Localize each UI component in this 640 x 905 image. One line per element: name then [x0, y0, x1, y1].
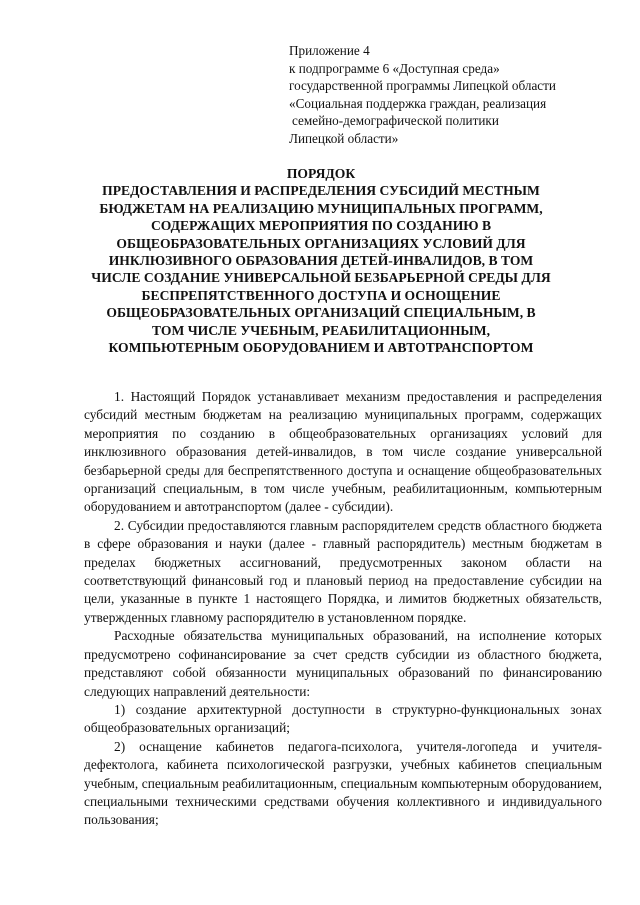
body-paragraph: 2) оснащение кабинетов педагога-психолога, учителя-логопеда и учителя-дефектолога, кабинета психологической разгрузки, учебных кабинетов специальным учебным, специальным реабилитационным, специальным компьютерным оборудованием, специальными техническими средствами обучения коллективного и индивидуального пользования; [84, 738, 602, 828]
document-title [72, 165, 570, 356]
title-line: СОДЕРЖАЩИХ МЕРОПРИЯТИЯ ПО СОЗДАНИЮ В [150, 218, 492, 234]
annex-line: государственной программы Липецкой области [289, 78, 556, 94]
title-line: ОБЩЕОБРАЗОВАТЕЛЬНЫХ ОРГАНИЗАЦИЙ СПЕЦИАЛЬНЫМ, В [106, 305, 536, 321]
title-line: ПОРЯДОК [286, 166, 356, 181]
annex-header [289, 42, 609, 148]
title-line: БЮДЖЕТАМ НА РЕАЛИЗАЦИЮ МУНИЦИПАЛЬНЫХ ПРОГРАММ, [99, 200, 543, 216]
body-paragraph: 2. Субсидии предоставляются главным распорядителем средств областного бюджета в сфере образования и науки (далее - главный распорядитель) местным бюджетам в пределах бюджетных ассигнований, предусмотренных законом области на соответствующий финансовый год и плановый период на предоставление субсидии на цели, указанные в пункте 1 настоящего Порядка, и лимитов бюджетных обязательств, утвержденных главному распорядителю в установленном порядке. [84, 517, 602, 625]
body-paragraph: 1) создание архитектурной доступности в структурно-функциональных зонах общеобразовательных организаций; [84, 701, 602, 736]
document-body [84, 388, 602, 830]
title-line: ПРЕДОСТАВЛЕНИЯ И РАСПРЕДЕЛЕНИЯ СУБСИДИЙ МЕСТНЫМ [102, 183, 540, 199]
body-paragraph: Расходные обязательства муниципальных образований, на исполнение которых предусмотрено софинансирование за счет средств субсидии из областного бюджета, представляют собой обязанности муниципальных образований по финансированию следующих направлений деятельности: [84, 628, 602, 699]
title-line: КОМПЬЮТЕРНЫМ ОБОРУДОВАНИЕМ И АВТОТРАНСПОРТОМ [108, 340, 534, 356]
annex-line: семейно-демографической политики [292, 113, 499, 129]
annex-line: Липецкой области» [289, 130, 399, 146]
title-line: БЕСПРЕПЯТСТВЕННОГО ДОСТУПА И ОСНОЩЕНИЕ [141, 287, 501, 303]
title-line: ОБЩЕОБРАЗОВАТЕЛЬНЫХ ОРГАНИЗАЦИЯХ УСЛОВИЙ ДЛЯ [116, 235, 526, 251]
body-paragraph: 1. Настоящий Порядок устанавливает механизм предоставления и распределения субсидий местным бюджетам на реализацию муниципальных программ, содержащих мероприятия по созданию в общеобразовательных организациях условий для инклюзивного образования детей-инвалидов, в том числе создание универсальной безбарьерной среды для беспрепятственного доступа и оснащение общеобразовательных организаций специальным, в том числе учебным, реабилитационным, компьютерным оборудованием и автотранспортом (далее - субсидии). [84, 389, 602, 515]
title-line: ЧИСЛЕ СОЗДАНИЕ УНИВЕРСАЛЬНОЙ БЕЗБАРЬЕРНОЙ СРЕДЫ ДЛЯ [91, 270, 551, 286]
annex-line: «Социальная поддержка граждан, реализация [289, 95, 547, 111]
annex-line: Приложение 4 [289, 43, 370, 58]
title-line: ТОМ ЧИСЛЕ УЧЕБНЫМ, РЕАБИЛИТАЦИОННЫМ, [152, 322, 490, 338]
annex-line: к подпрограмме 6 «Доступная среда» [289, 60, 500, 76]
title-line: ИНКЛЮЗИВНОГО ОБРАЗОВАНИЯ ДЕТЕЙ-ИНВАЛИДОВ, В ТОМ [108, 253, 534, 269]
